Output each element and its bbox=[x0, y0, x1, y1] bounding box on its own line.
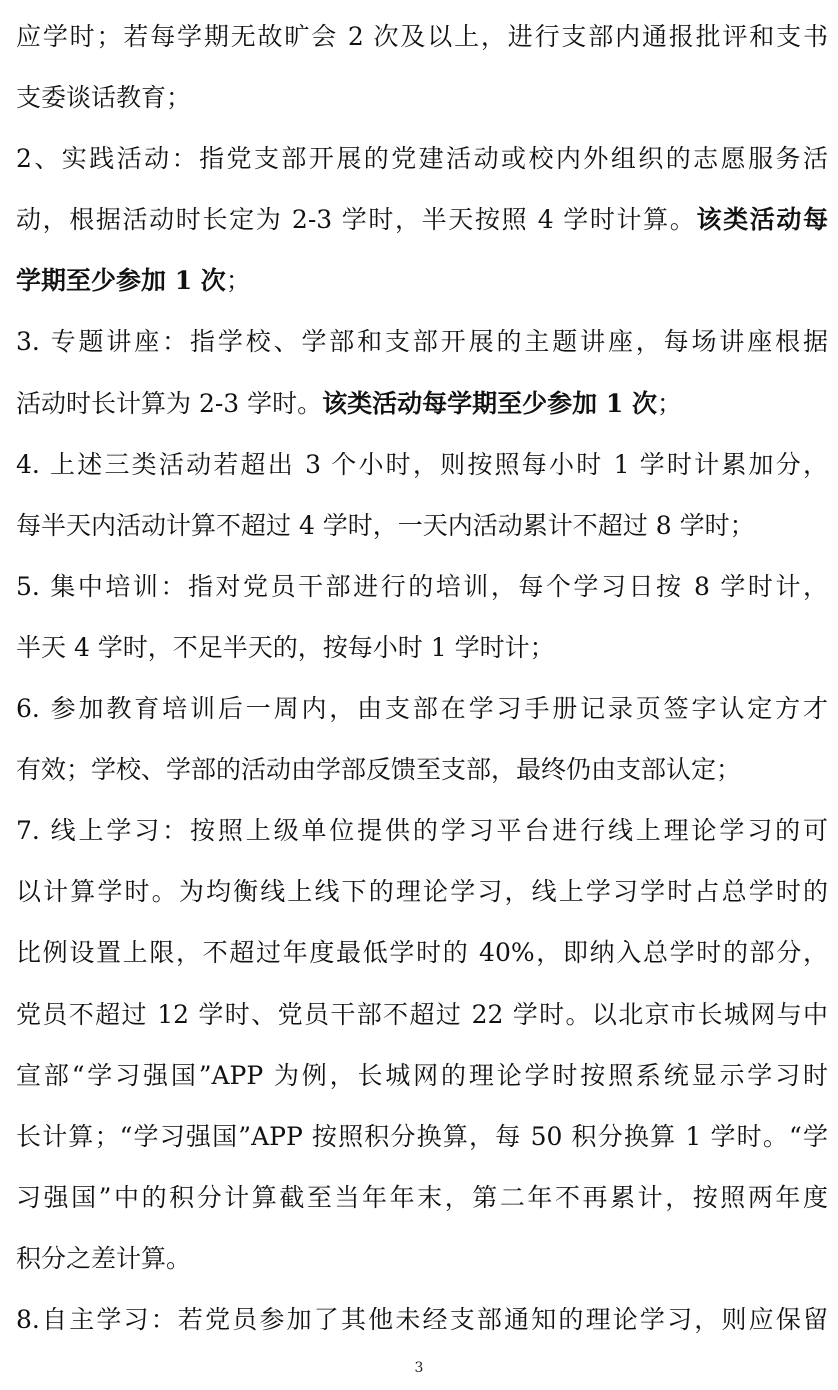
text-line bbox=[16, 67, 828, 128]
text-line bbox=[16, 1106, 828, 1167]
text-span: 积分之差计算。 bbox=[16, 1243, 192, 1273]
text-line bbox=[16, 861, 828, 922]
text-span: ； bbox=[656, 388, 682, 418]
text-line bbox=[16, 800, 828, 861]
text-span: 5. 集中培训：指对党员干部进行的培训，每个学习日按 8 学时计， bbox=[16, 571, 828, 601]
text-span: 6. 参加教育培训后一周内，由支部在学习手册记录页签字认定方才 bbox=[16, 694, 828, 724]
text-span: 3. 专题讲座：指学校、学部和支部开展的主题讲座，每场讲座根据 bbox=[16, 327, 828, 357]
text-span: 比例设置上限，不超过年度最低学时的 40%，即纳入总学时的部分， bbox=[16, 938, 828, 968]
bold-text-span: 学期至少参加 1 次 bbox=[16, 266, 226, 296]
text-line bbox=[16, 678, 828, 739]
text-span: 党员不超过 12 学时、党员干部不超过 22 学时。以北京市长城网与中 bbox=[16, 999, 828, 1029]
text-span: 以计算学时。为均衡线上线下的理论学习，线上学习学时占总学时的 bbox=[16, 877, 828, 907]
bold-text-span: 该类活动每学期至少参加 1 次 bbox=[322, 388, 657, 418]
text-line bbox=[16, 984, 828, 1045]
text-span: 每半天内活动计算不超过 4 学时，一天内活动累计不超过 8 学时； bbox=[16, 510, 755, 540]
text-line bbox=[16, 1289, 828, 1350]
text-span: 长计算；“学习强国”APP 按照积分换算，每 50 积分换算 1 学时。“学 bbox=[16, 1121, 828, 1151]
text-span: 习强国”中的积分计算截至当年年末，第二年不再累计，按照两年度 bbox=[16, 1182, 828, 1212]
text-span: ； bbox=[225, 266, 251, 296]
text-line bbox=[16, 373, 828, 434]
text-line bbox=[16, 617, 828, 678]
text-line bbox=[16, 556, 828, 617]
text-line bbox=[16, 739, 828, 800]
text-span: 应学时；若每学期无故旷会 2 次及以上，进行支部内通报批评和支书 bbox=[16, 22, 828, 51]
text-line bbox=[16, 434, 828, 495]
text-span: 宣部“学习强国”APP 为例，长城网的理论学时按照系统显示学习时 bbox=[16, 1060, 828, 1090]
text-line bbox=[16, 1167, 828, 1228]
text-span: 半天 4 学时，不足半天的，按每小时 1 学时计； bbox=[16, 632, 555, 662]
text-line bbox=[16, 250, 828, 311]
text-line bbox=[16, 922, 828, 983]
bold-text-span: 该类活动每 bbox=[696, 205, 828, 235]
text-span: 支委谈话教育； bbox=[16, 83, 192, 113]
text-line bbox=[16, 1045, 828, 1106]
text-line bbox=[16, 311, 828, 372]
text-span: 有效；学校、学部的活动由学部反馈至支部，最终仍由支部认定； bbox=[16, 755, 742, 785]
text-span: 动，根据活动时长定为 2-3 学时，半天按照 4 学时计算。 bbox=[16, 205, 697, 235]
text-span: 2、实践活动：指党支部开展的党建活动或校内外组织的志愿服务活 bbox=[16, 144, 828, 174]
text-span: 7. 线上学习：按照上级单位提供的学习平台进行线上理论学习的可 bbox=[16, 816, 828, 846]
text-line bbox=[16, 1228, 828, 1289]
text-span: 8.自主学习：若党员参加了其他未经支部通知的理论学习，则应保留 bbox=[16, 1304, 828, 1334]
body-text bbox=[16, 6, 828, 1350]
text-line bbox=[16, 189, 828, 250]
text-line bbox=[16, 6, 828, 67]
page-number: 3 bbox=[414, 1360, 424, 1376]
text-span: 4. 上述三类活动若超出 3 个小时，则按照每小时 1 学时计累加分， bbox=[16, 449, 828, 479]
text-line bbox=[16, 128, 828, 189]
text-span: 活动时长计算为 2-3 学时。 bbox=[16, 388, 323, 418]
text-line bbox=[16, 495, 828, 556]
